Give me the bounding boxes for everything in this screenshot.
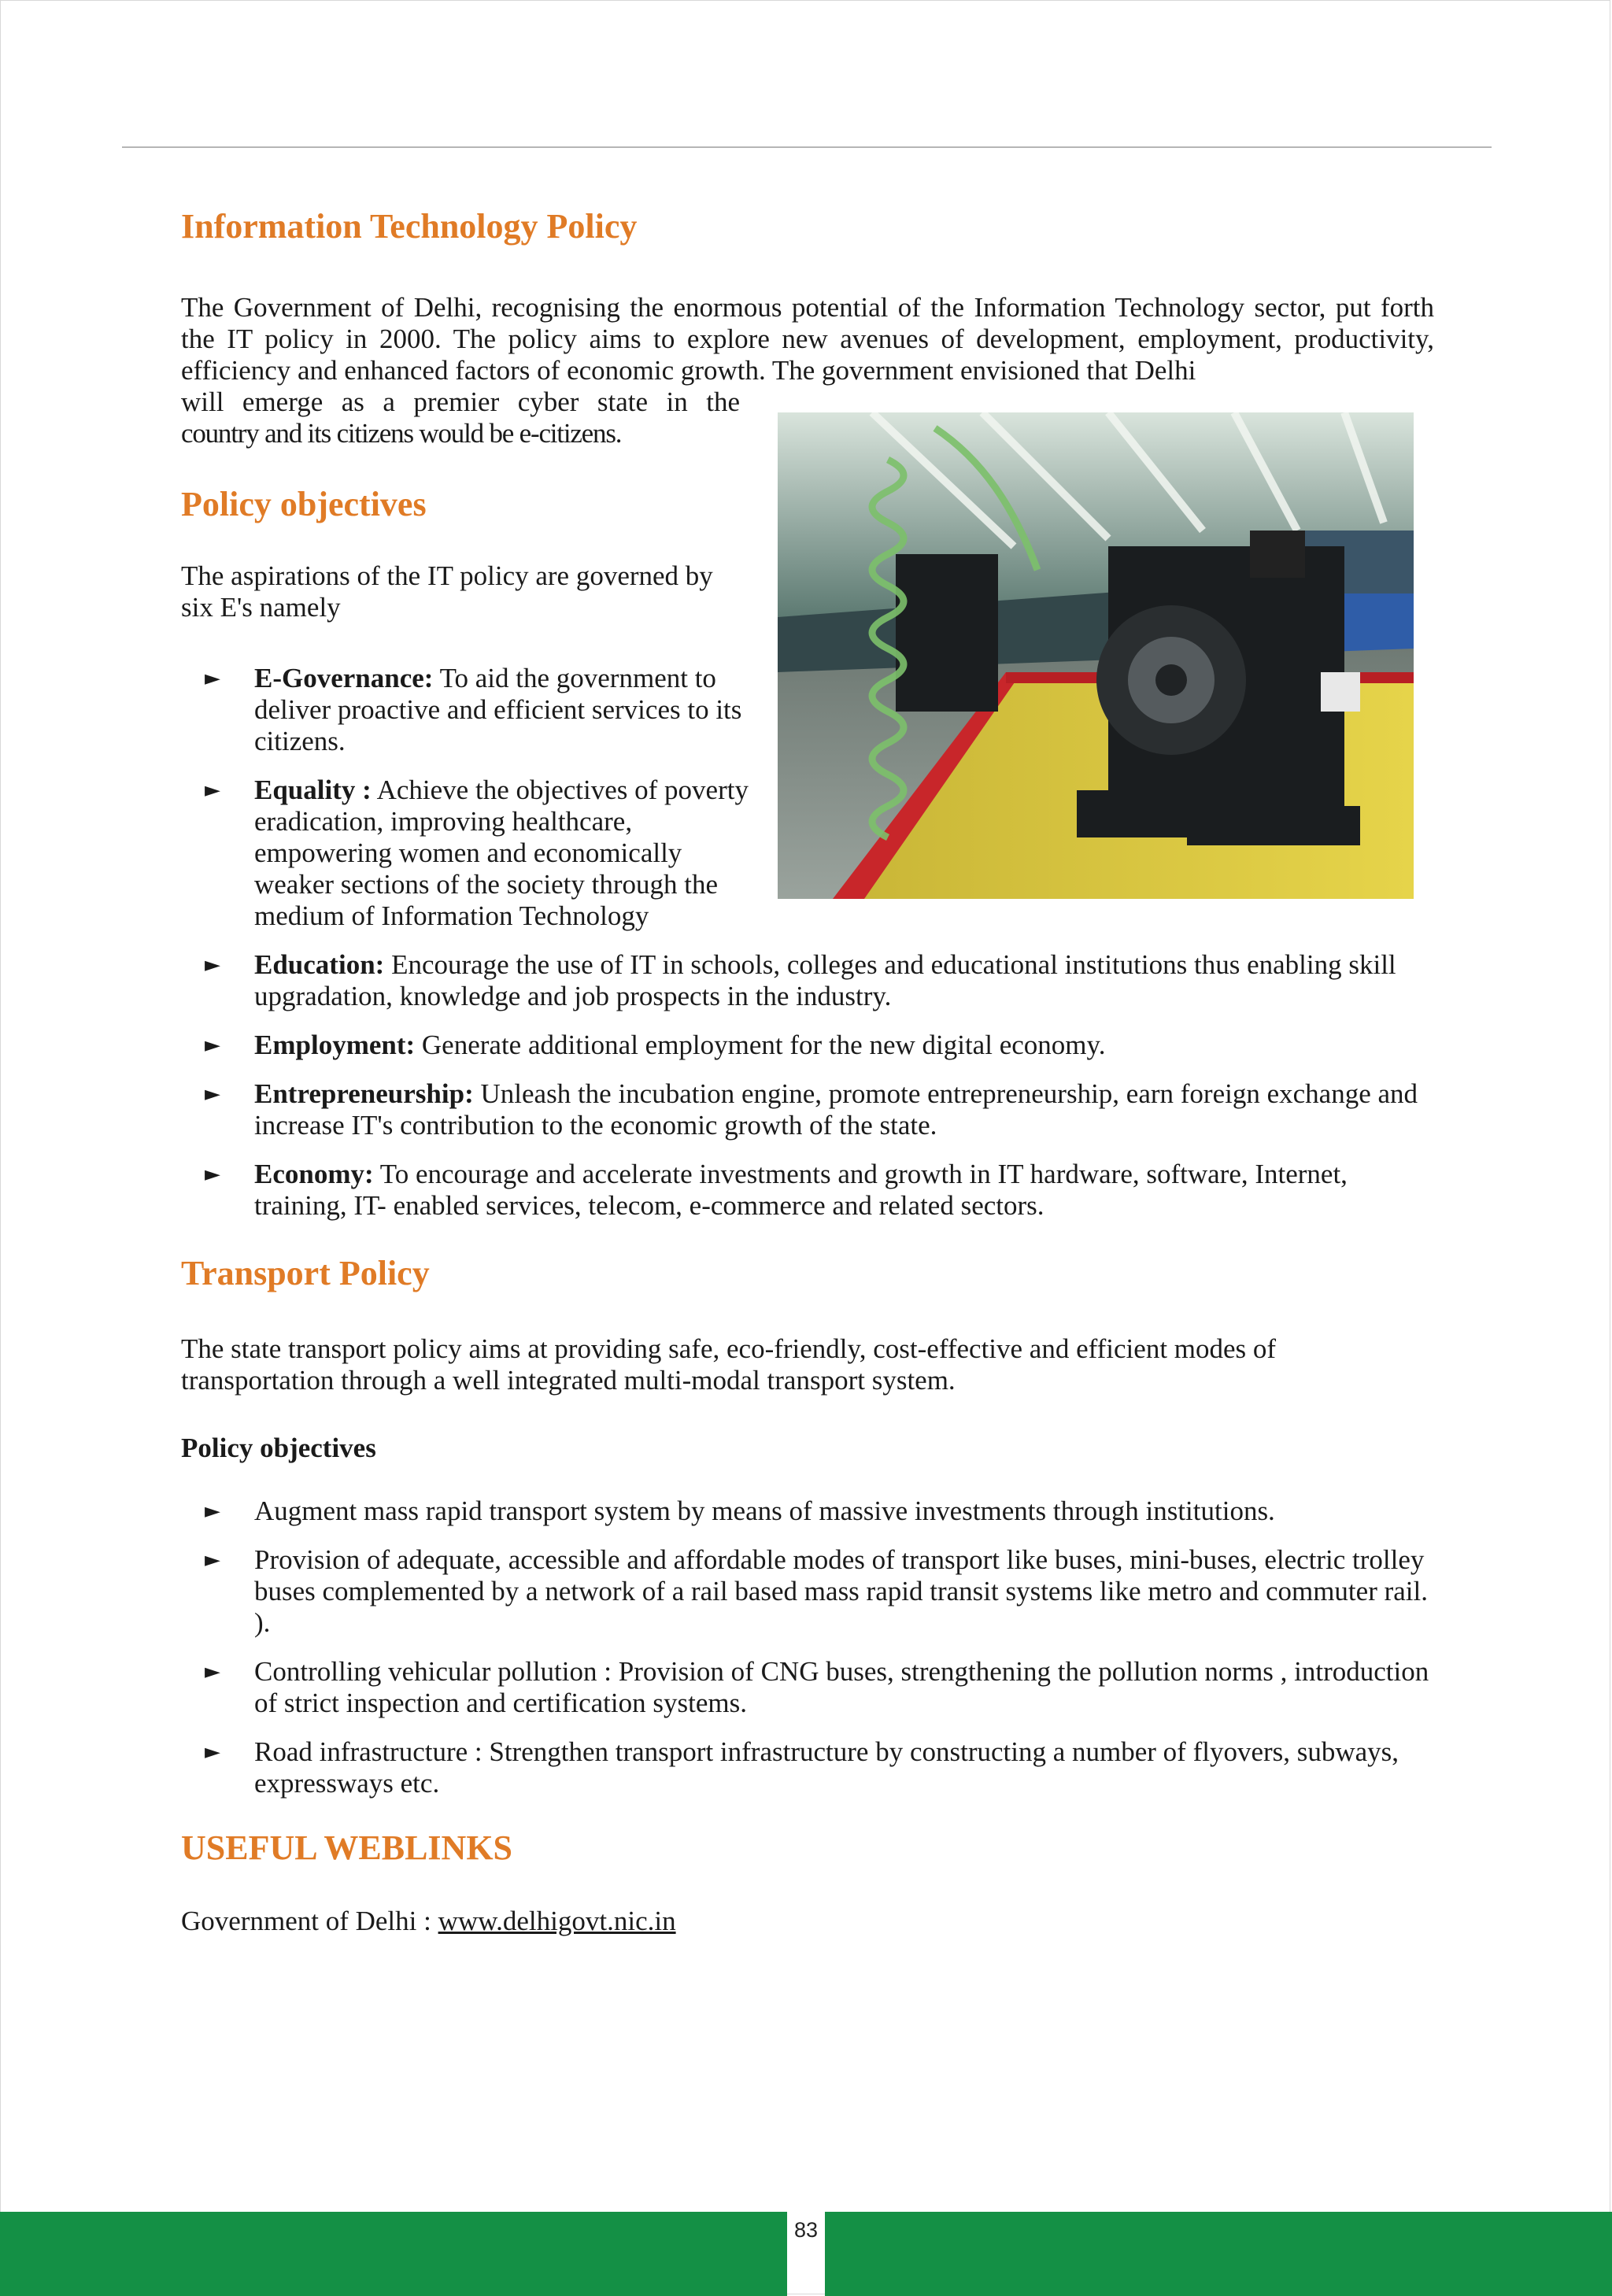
bullet-arrow-icon: ► xyxy=(205,1162,220,1186)
page-number: 83 xyxy=(793,2218,819,2242)
objective-text: Generate additional employment for the new digital economy. xyxy=(415,1029,1106,1060)
bullet-arrow-icon: ► xyxy=(205,1499,220,1524)
footer-band-right xyxy=(825,2212,1612,2296)
engine-photo-illustration xyxy=(778,412,1414,899)
list-item xyxy=(181,1078,1434,1141)
header-rule xyxy=(122,146,1492,148)
objective-term: Equality : xyxy=(254,774,372,805)
it-policy-paragraph-line: will emerge as a premier cyber state in the xyxy=(181,386,740,417)
objective-term: Education: xyxy=(254,948,385,980)
it-policy-heading: Information Technology Policy xyxy=(181,207,638,246)
transport-policy-heading: Transport Policy xyxy=(181,1253,430,1292)
objective-term: Employment: xyxy=(254,1029,416,1060)
bullet-arrow-icon: ► xyxy=(205,1081,220,1106)
objective-text: Augment mass rapid transport system by means of massive investments through institutions. xyxy=(254,1496,1275,1527)
bullet-arrow-icon: ► xyxy=(205,1548,220,1573)
objective-text: To aid the government to deliver proactive and efficient services to its citizens. xyxy=(254,662,742,756)
policy-objectives-heading: Policy objectives xyxy=(181,484,427,523)
list-item xyxy=(181,1656,1434,1719)
bullet-arrow-icon: ► xyxy=(205,1033,220,1057)
transport-objectives-list xyxy=(181,1496,1434,1799)
list-item xyxy=(181,1544,1434,1639)
it-policy-paragraph: The Government of Delhi, recognising the enormous potential of the Information Technology sector, put forth the IT policy in 2000. The policy aims to explore new avenues of development, employment, productivity, efficiency and enhanced factors of economic growth. The government envisioned that Delhi xyxy=(181,291,1434,386)
objective-text: Provision of adequate, accessible and affordable modes of transport like buses, mini-buses, electric trolley buses complemented by a network of a rail based mass rapid transit systems like metro and commuter rail. ). xyxy=(254,1544,1428,1639)
list-item xyxy=(181,663,758,757)
objective-text: To encourage and accelerate investments and growth in IT hardware, software, Internet, training, IT- enabled services, telecom, e-commerce and related sectors. xyxy=(254,1158,1348,1221)
bullet-arrow-icon: ► xyxy=(205,1660,220,1684)
bullet-arrow-icon: ► xyxy=(205,666,220,690)
objective-term: Entrepreneurship: xyxy=(254,1078,474,1109)
transport-objectives-subheading: Policy objectives xyxy=(181,1433,376,1464)
objective-text: Achieve the objectives of poverty eradication, improving healthcare, empowering women and economically weaker sections of the society through the medium of Information Technology xyxy=(254,774,749,931)
list-item xyxy=(181,775,758,932)
policy-objectives-intro: The aspirations of the IT policy are governed by six E's namely xyxy=(181,560,713,623)
transport-policy-paragraph: The state transport policy aims at providing safe, eco-friendly, cost-effective and efficient modes of transportation through a well integrated multi-modal transport system. xyxy=(181,1333,1277,1396)
objective-text: Unleash the incubation engine, promote entrepreneurship, earn foreign exchange and increase IT's contribution to the economic growth of the state. xyxy=(254,1078,1418,1141)
delhi-govt-link[interactable]: www.delhigovt.nic.in xyxy=(438,1906,676,1937)
objective-term: E-Governance: xyxy=(254,662,434,693)
list-item xyxy=(181,1159,1396,1222)
bullet-arrow-icon: ► xyxy=(205,952,220,977)
objective-text: Controlling vehicular pollution : Provision of CNG buses, strengthening the pollution norms , introduction of strict inspection and certification systems. xyxy=(254,1656,1429,1719)
list-item xyxy=(181,949,1434,1012)
list-item xyxy=(181,1496,1434,1527)
list-item xyxy=(181,1736,1435,1799)
weblink-label: Government of Delhi : xyxy=(181,1906,438,1937)
bullet-arrow-icon: ► xyxy=(205,1740,220,1765)
useful-weblinks-heading: USEFUL WEBLINKS xyxy=(181,1828,513,1868)
objective-text: Road infrastructure : Strengthen transport infrastructure by constructing a number of flyovers, subways, expressways etc. xyxy=(254,1736,1399,1799)
footer-band-left xyxy=(0,2212,787,2296)
it-policy-paragraph-line: country and its citizens would be e-citizens. xyxy=(181,417,622,449)
list-item xyxy=(181,1030,1434,1061)
objective-text: Encourage the use of IT in schools, colleges and educational institutions thus enabling skill upgradation, knowledge and job prospects in the industry. xyxy=(254,948,1396,1011)
objective-term: Economy: xyxy=(254,1158,374,1189)
bullet-arrow-icon: ► xyxy=(205,778,220,802)
weblink-line xyxy=(181,1906,1434,1937)
engine-assembly-photo xyxy=(778,412,1414,899)
